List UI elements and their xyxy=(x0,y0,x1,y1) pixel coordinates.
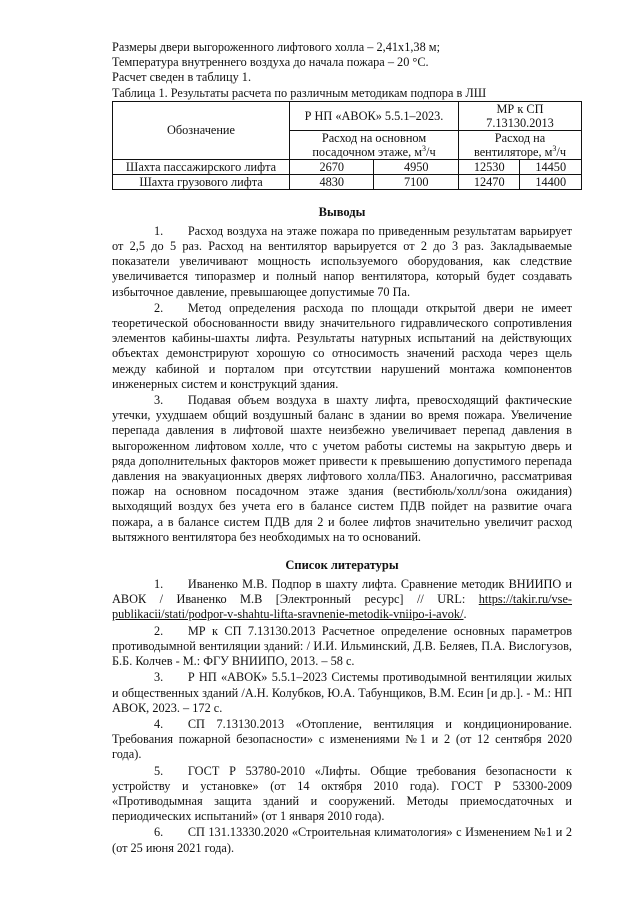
table-row xyxy=(113,159,582,174)
table-cell: 12470 xyxy=(459,174,520,189)
door-size-line: Размеры двери выгороженного лифтового холла – 2,41х1,38 м; xyxy=(112,40,440,54)
table-cell: 4950 xyxy=(374,159,459,174)
calc-note-line: Расчет сведен в таблицу 1. xyxy=(112,70,252,85)
row-label: Шахта пассажирского лифта xyxy=(113,159,290,174)
table-cell: 14450 xyxy=(520,159,582,174)
subheader-fan-flow: Расход на вентиляторе, $м^3/ч$ xyxy=(459,130,582,159)
conclusion-item: 3. Подавая объем воздуха в шахту лифта, превосходящий фактические утечки, ухудшаем общий воздушный баланс в здании во время пожара. Увеличение перепада давления в лифтовой шахте неизбежно увеличивает перепад давления в выгороженном лифтовом холле, что с учетом работы системы на закрытую дверь и ряда дополнительных факторов может привести к превышению допустимого перепада давления на эвакуационных дверях лифтового холла/ПБЗ. Аналогично, рассматривая пожар на основном посадочном этаже здания (вестибюль/холл/зона ожидания) выходящий воздух без учета его в балансе систем ПДВ пойдет на развитие очага пожара, а в балансе систем ПДВ для 2 и более лифтов значительно увеличит расход вытяжного вентилятора без необходимых на то оснований. xyxy=(112,393,572,544)
table-cell: 14400 xyxy=(520,174,582,189)
reference-item: 2. МР к СП 7.13130.2013 Расчетное определение основных параметров противодымной вентиляции зданий: / И.И. Ильминский, Д.В. Беляев, П.А. Вислогузов, Б.Б. Колчев - М.: ФГУ ВНИИПО, 2013. – 58 с. xyxy=(112,623,572,669)
row-label: Шахта грузового лифта xyxy=(113,174,290,189)
conclusions-list xyxy=(112,224,572,545)
references-heading: Список литературы xyxy=(285,558,399,573)
table-cell: 7100 xyxy=(374,174,459,189)
conclusion-item: 2. Метод определения расхода по площади открытой двери не имеет теоретической обоснованности ввиду значительного гидравлического сопротивления элементов кабины-шахты лифта. Результаты натурных испытаний на действующих объектах демонстрируют хорошую со относимость значений расхода через щель между кабиной и порталом при отсутствии нарушений монтажа компонентов инженерных систем и конструкций здания. xyxy=(112,300,572,391)
results-table xyxy=(112,101,582,190)
reference-item: 5. ГОСТ Р 53780-2010 «Лифты. Общие требования безопасности к устройству и установке» (от 14 октября 2010 года). ГОСТ Р 53300-2009 «Противодымная защита зданий и сооружений. Методы приемосдаточных и периодических испытаний» (от 1 января 2010 года). xyxy=(112,763,572,824)
reference-item: 3. Р НП «АВОК» 5.5.1–2023 Системы противодымной вентиляции жилых и общественных зданий /А.Н. Колубков, Ю.А. Табунщиков, В.М. Есин [и др.]. - М.: НП АВОК, 2023. – 172 с. xyxy=(112,670,572,715)
references-list xyxy=(112,577,572,856)
conclusion-item: 1. Расход воздуха на этаже пожара по приведенным результатам варьирует от 2,5 до 5 раз. Расход на вентилятор варьируется от 2 до 3 раз. Закладываемые показатели увеличивают мощность используемого оборудования, как следствие увеличивается типоразмер и полный напор вентилятора, который будет создавать избыточное давление, превышающее допустимые 70 Па. xyxy=(112,223,572,299)
column-header-mr: МР к СП 7.13130.2013 xyxy=(459,101,582,130)
table-cell: 12530 xyxy=(459,159,520,174)
reference-item: 4. СП 7.13130.2013 «Отопление, вентиляция и кондиционирование. Требования пожарной безопасности» с изменениями №1 и 2 (от 12 сентября 2020 года). xyxy=(112,716,572,762)
table-header-row xyxy=(113,101,582,130)
reference-item: 6. СП 131.13330.2020 «Строительная климатология» с Изменением №1 и 2 (от 25 июня 2021 года). xyxy=(112,825,572,855)
reference-link[interactable]: https://takir.ru/vse-publikacii/stati/podpor-v-shahtu-lifta-sravnenie-metodik-vniipo-i-avok/ xyxy=(112,592,572,622)
table-cell: 2670 xyxy=(290,159,374,174)
conclusions-heading: Выводы xyxy=(318,204,366,219)
subheader-floor-flow: Расход на основном посадочном этаже, $м^3/ч$ xyxy=(290,130,459,159)
table-row xyxy=(113,174,582,189)
table-caption: Таблица 1. Результаты расчета по различным методикам подпора в ЛШ xyxy=(112,85,487,100)
column-header-designation: Обозначение xyxy=(113,101,290,159)
column-header-abok: Р НП «АВОК» 5.5.1–2023. xyxy=(290,101,459,130)
temperature-line: Температура внутреннего воздуха до начала пожара – 20 °С. xyxy=(112,55,429,70)
reference-item: 1. Иваненко М.В. Подпор в шахту лифта. Сравнение методик ВНИИПО и АВОК / Иваненко М.В [Электронный ресурс] // URL: https://takir.ru/vse-publikacii/stati/podpor-v-shahtu-lifta-sravnenie-metodik-vniipo-i-avok/. xyxy=(112,577,572,622)
table-cell: 4830 xyxy=(290,174,374,189)
